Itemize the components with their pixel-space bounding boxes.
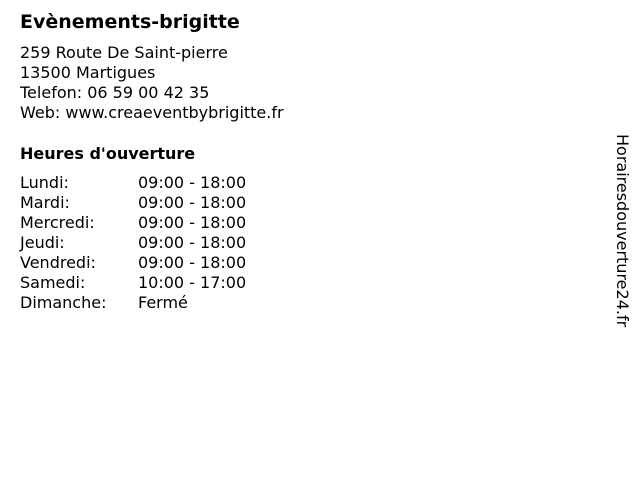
address-city: 13500 Martigues — [20, 63, 156, 82]
hours-row-wednesday — [20, 213, 246, 233]
contact-block — [20, 43, 284, 123]
hours-row-saturday — [20, 273, 246, 293]
time-value: Fermé — [138, 293, 188, 312]
day-label: Vendredi: — [20, 253, 96, 272]
time-value: 09:00 - 18:00 — [138, 213, 247, 232]
opening-hours-title: Heures d'ouverture — [20, 144, 196, 163]
time-value: 09:00 - 18:00 — [138, 233, 247, 252]
address-street: 259 Route De Saint-pierre — [20, 43, 228, 62]
day-label: Jeudi: — [20, 233, 65, 252]
day-label: Samedi: — [20, 273, 86, 292]
day-label: Lundi: — [20, 173, 69, 192]
time-value: 09:00 - 18:00 — [138, 253, 247, 272]
hours-row-monday — [20, 173, 246, 193]
hours-row-sunday — [20, 293, 246, 313]
time-value: 09:00 - 18:00 — [138, 193, 247, 212]
phone-number: Telefon: 06 59 00 42 35 — [20, 83, 210, 102]
day-label: Dimanche: — [20, 293, 107, 312]
site-watermark: Horairesdouverture24.fr — [613, 134, 632, 328]
opening-hours-table — [20, 173, 246, 313]
website-link[interactable]: Web: www.creaeventbybrigitte.fr — [20, 103, 284, 122]
day-label: Mardi: — [20, 193, 70, 212]
time-value: 10:00 - 17:00 — [138, 273, 247, 292]
business-name: Evènements-brigitte — [20, 11, 240, 33]
hours-row-friday — [20, 253, 246, 273]
time-value: 09:00 - 18:00 — [138, 173, 247, 192]
hours-row-thursday — [20, 233, 246, 253]
day-label: Mercredi: — [20, 213, 95, 232]
hours-row-tuesday — [20, 193, 246, 213]
